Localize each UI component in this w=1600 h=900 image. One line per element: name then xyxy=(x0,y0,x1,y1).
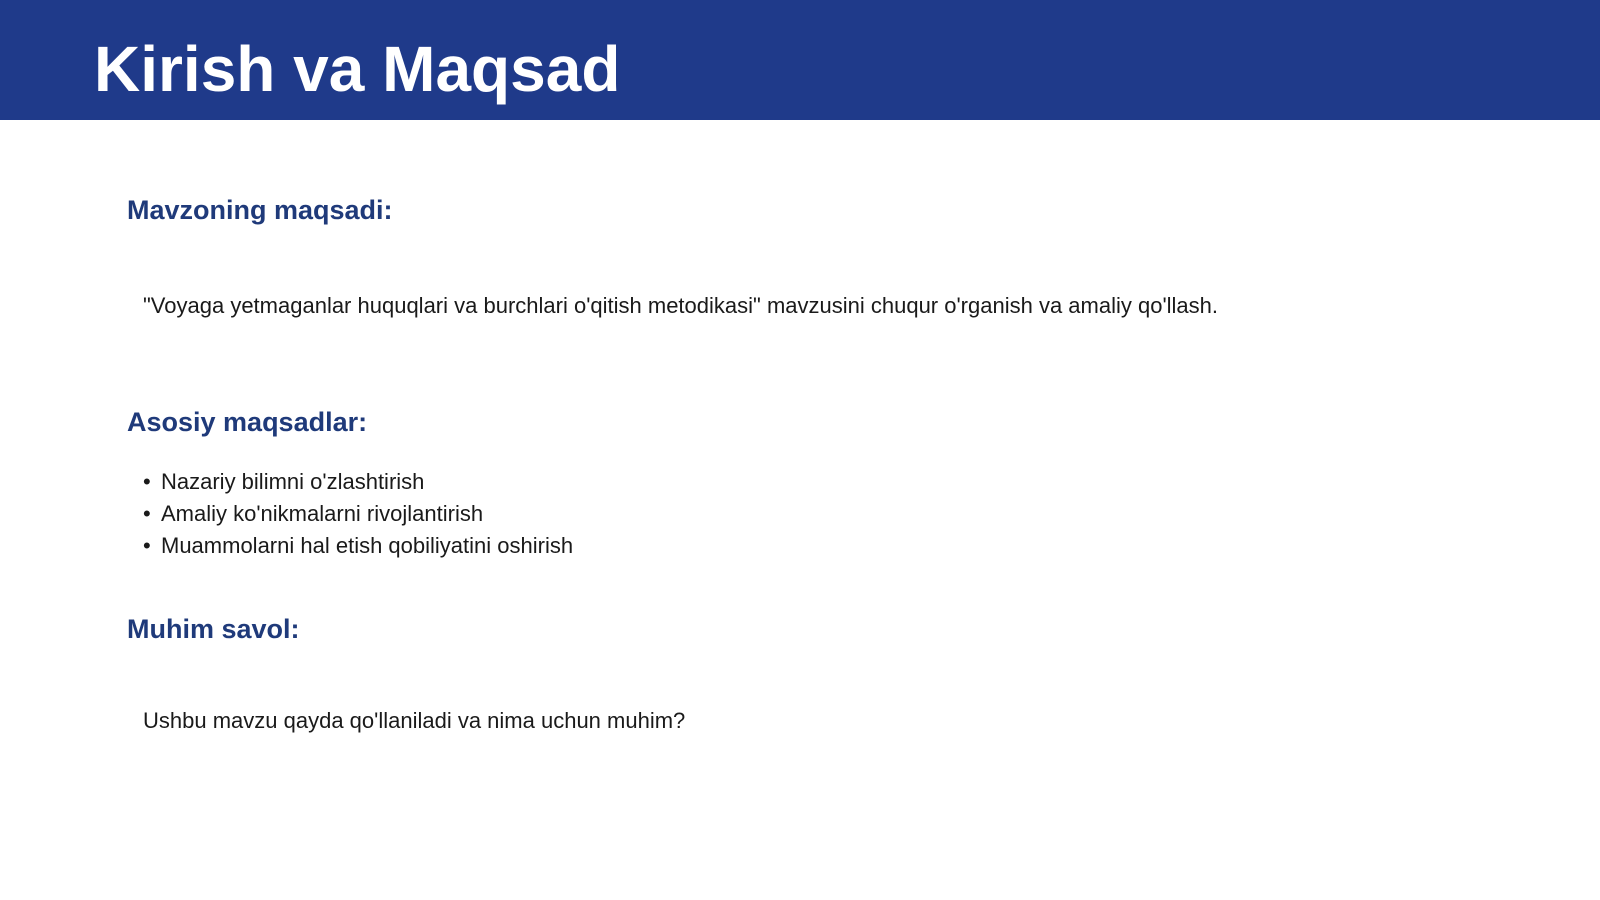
goal-item-label: Nazariy bilimni o'zlashtirish xyxy=(161,469,425,494)
bullet-icon: • xyxy=(143,501,151,526)
question-text: Ushbu mavzu qayda qo'llaniladi va nima uchun muhim? xyxy=(143,708,686,733)
bullet-icon: • xyxy=(143,469,151,494)
goal-item-label: Muammolarni hal etish qobiliyatini oshirish xyxy=(161,533,574,558)
question-heading: Muhim savol: xyxy=(127,614,300,644)
goal-item xyxy=(143,498,573,530)
goals-list xyxy=(143,466,573,562)
goals-heading: Asosiy maqsadlar: xyxy=(127,407,368,437)
goal-item xyxy=(143,530,573,562)
slide-title: Kirish va Maqsad xyxy=(94,33,621,105)
purpose-text: "Voyaga yetmaganlar huquqlari va burchlari o'qitish metodikasi" mavzusini chuqur o'rganish va amaliy qo'llash. xyxy=(143,293,1219,318)
slide-header xyxy=(0,0,1600,120)
goal-item-label: Amaliy ko'nikmalarni rivojlantirish xyxy=(161,501,484,526)
bullet-icon: • xyxy=(143,533,151,558)
purpose-heading: Mavzoning maqsadi: xyxy=(127,195,393,225)
goal-item xyxy=(143,466,573,498)
